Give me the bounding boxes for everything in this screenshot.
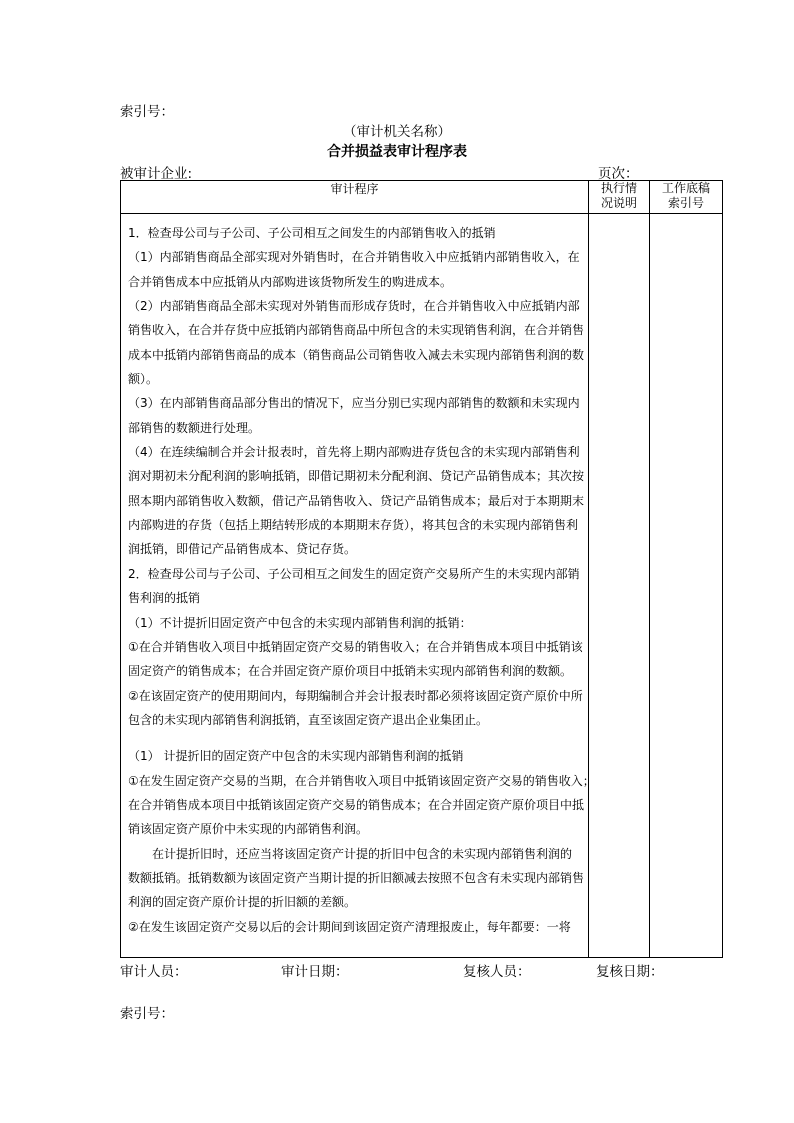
procedure-line: 部销售的数额进行处理。 [128, 420, 261, 435]
procedure-line: （4）在连续编制合并会计报表时，首先将上期内部购进存货包含的未实现内部销售利 [128, 445, 580, 460]
procedure-line: 销售收入，在合并存货中应抵销内部销售商品中所包含的未实现销售利润，在合并销售 [128, 323, 585, 338]
procedure-line: （2）内部销售商品全部未实现对外销售而形成存货时，在合并销售收入中应抵销内部 [128, 299, 580, 314]
procedure-text-part1 [128, 221, 584, 732]
procedure-line: 润对期初未分配利润的影响抵销，即借记期初未分配利润、贷记产品销售成本；其次按 [128, 469, 585, 484]
procedure-line: 额）。 [128, 372, 159, 387]
paragraph-gap [128, 732, 584, 744]
col-header-execution-line1: 执行情 [600, 181, 637, 195]
procedure-line: （1）内部销售商品全部实现对外销售时，在合并销售收入中应抵销内部销售收入，在 [128, 250, 580, 265]
procedure-line: 销该固定资产原价中未实现的内部销售利润。 [128, 822, 369, 837]
workpaper-index-cell [650, 214, 723, 958]
index-number-label-bottom: 索引号： [120, 1006, 174, 1022]
col-header-procedure: 审计程序 [121, 181, 589, 214]
audited-enterprise-label: 被审计企业: [120, 166, 193, 182]
procedure-line: 在计提折旧时，还应当将该固定资产计提的折旧中包含的未实现内部销售利润的 [128, 846, 573, 861]
procedure-text-cell [121, 214, 595, 958]
procedure-line: 1．检查母公司与子公司、子公司相互之间发生的内部销售收入的抵销 [128, 226, 496, 240]
procedure-line: 照本期内部销售收入数额，借记产品销售收入、贷记产品销售成本；最后对于本期期末 [128, 493, 585, 508]
procedure-line: 2．检查母公司与子公司、子公司相互之间发生的固定资产交易所产生的未实现内部销 [128, 566, 580, 581]
col-header-execution-line2: 况说明 [600, 196, 637, 210]
procedure-line: （3）在内部销售商品部分售出的情况下，应当分别已实现内部销售的数额和未实现内 [128, 396, 580, 411]
reviewer-label: 复核人员： [463, 964, 531, 980]
execution-notes-cell [589, 214, 650, 958]
procedure-line: 在合并销售成本项目中抵销该固定资产交易的销售成本；在合并固定资产原价项目中抵 [128, 797, 585, 812]
procedure-line: （1） 计提折旧的固定资产中包含的未实现内部销售利润的抵销 [128, 749, 464, 764]
procedure-text-part2 [128, 744, 595, 939]
audit-procedure-table [120, 180, 723, 958]
audit-date-label: 审计日期： [281, 964, 349, 980]
procedure-line: 售利润的抵销 [128, 591, 201, 606]
procedure-line: 内部购进的存货（包括上期结转形成的本期期末存货），将其包含的未实现内部销售利 [128, 518, 579, 533]
procedure-line: 利润的固定资产原价计提的折旧额的差额。 [128, 895, 357, 910]
document-title: 合并损益表审计程序表 [327, 144, 467, 160]
procedure-line: （1）不计提折旧固定资产中包含的未实现内部销售利润的抵销： [128, 615, 472, 630]
auditor-label: 审计人员： [120, 964, 188, 980]
table-header-row [121, 181, 723, 214]
procedure-line: 润抵销，即借记产品销售成本、贷记存货。 [128, 542, 357, 557]
procedure-line: 固定资产的销售成本；在合并固定资产原价项目中抵销未实现内部销售利润的数额。 [128, 664, 573, 679]
procedure-line: 包含的未实现内部销售利润抵销，直至该固定资产退出企业集团止。 [128, 712, 489, 727]
index-number-label: 索引号： [120, 104, 174, 120]
procedure-line: 合并销售成本中应抵销从内部购进该货物所发生的购进成本。 [128, 274, 453, 289]
procedure-line: 数额抵销。抵销数额为该固定资产当期计提的折旧额减去按照不包含有未实现内部销售 [128, 870, 585, 885]
audit-agency-name: （审计机关名称） [343, 124, 451, 140]
col-header-execution [589, 181, 650, 214]
review-date-label: 复核日期： [596, 964, 664, 980]
procedure-line: ②在发生该固定资产交易以后的会计期间到该固定资产清理报废止，每年都要：一将 [128, 919, 571, 934]
procedure-line: ①在合并销售收入项目中抵销固定资产交易的销售收入；在合并销售成本项目中抵销该 [128, 639, 583, 654]
procedure-line: 成本中抵销内部销售商品的成本（销售商品公司销售收入减去未实现内部销售利润的数 [128, 347, 585, 362]
procedure-line: ①在发生固定资产交易的当期，在合并销售收入项目中抵销该固定资产交易的销售收入； [128, 773, 595, 788]
table-body-row [121, 214, 723, 958]
procedure-line: ②在该固定资产的使用期间内，每期编制合并会计报表时都必须将该固定资产原价中所 [128, 688, 583, 703]
col-header-workpaper-line1: 工作底稿 [661, 181, 710, 195]
col-header-workpaper-index [650, 181, 723, 214]
page-number-label: 页次： [598, 166, 639, 182]
col-header-workpaper-line2: 索引号 [667, 196, 704, 210]
